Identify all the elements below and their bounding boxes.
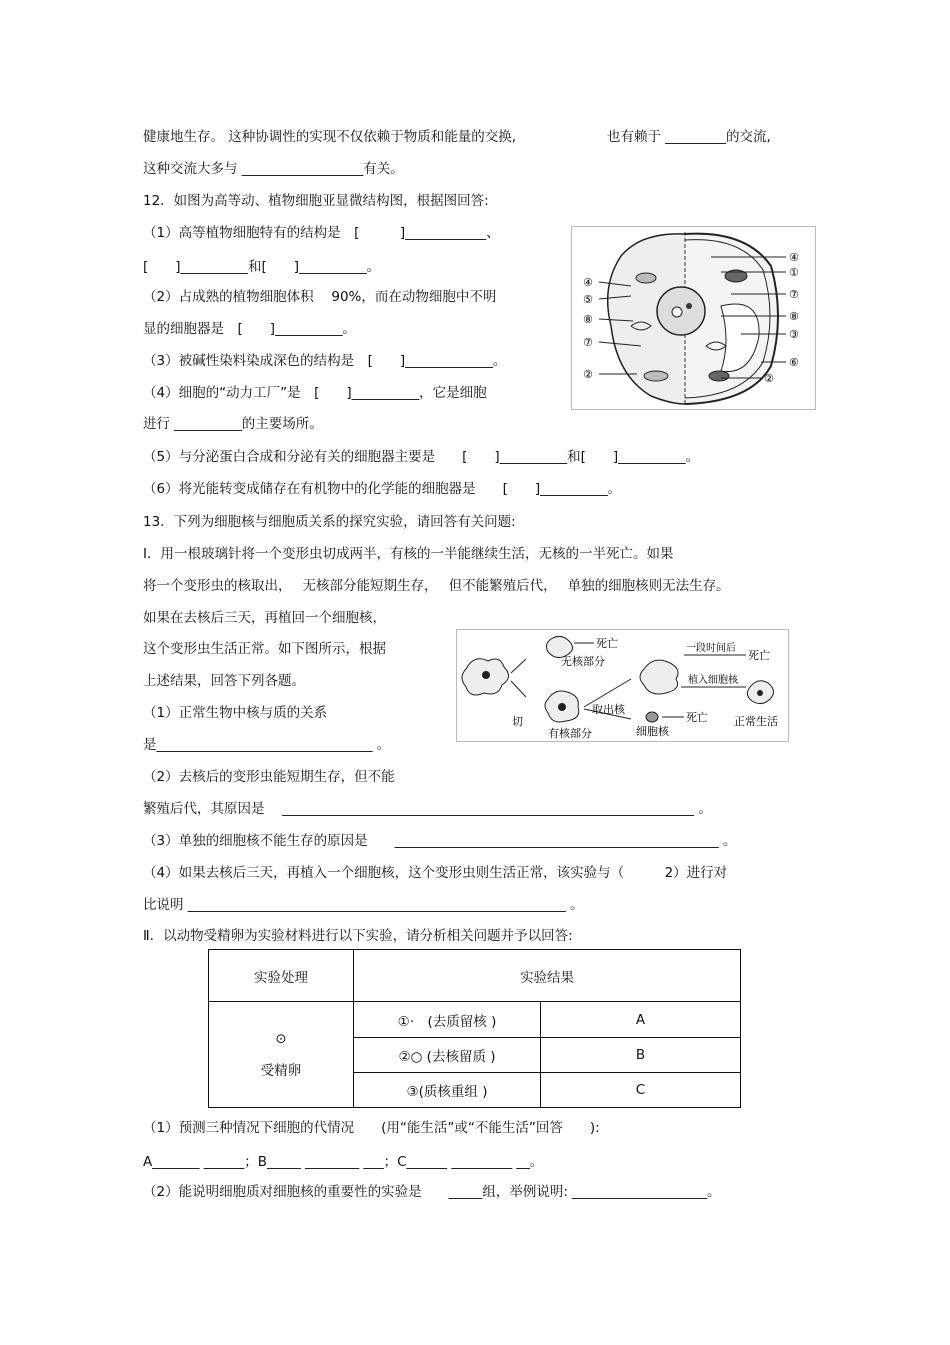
question-13-1: （1）正常生物中核与质的关系 — [143, 705, 328, 721]
fig-label-normal-life: 正常生活 — [734, 715, 778, 728]
question-12-5: （5）与分泌蛋白合成和分泌有关的细胞器主要是 [ ]__________和[ ]__________。 — [143, 449, 700, 465]
question-12-4: （4）细胞的“动力工厂”是 [ ]__________，它是细胞 — [143, 385, 487, 401]
table-header-treatment: 实验处理 — [209, 950, 354, 1002]
fig-label-remove-nucleus: 取出核 — [592, 703, 625, 716]
egg-label: 受精卵 — [260, 1062, 302, 1079]
cell-label-right: ① — [789, 266, 799, 279]
question-13-I: Ⅰ．用一根玻璃针将一个变形虫切成两半，有核的一半能继续生活，无核的一半死亡。如果 — [143, 546, 674, 562]
fig-label-after-time: 一段时间后 — [686, 643, 736, 654]
question-12-6: （6）将光能转变成储存在有机物中的化学能的细胞器是 [ ]__________。 — [143, 481, 622, 497]
cell-label-right: ⑧ — [789, 310, 799, 323]
text-line: 也有赖于 _________的交流, — [607, 129, 771, 145]
cell-label-left: ⑦ — [583, 336, 593, 349]
fig-label-with-nucleus: 有核部分 — [548, 727, 592, 740]
experiment-table — [208, 949, 741, 1108]
text-line: 这个变形虫生活正常。如下图所示，根据 — [143, 641, 386, 657]
table-cell-result: C — [541, 1073, 741, 1108]
question-13-4: （4）如果去核后三天，再植入一个细胞核，这个变形虫则生活正常，该实验与（ 2）进行对 — [143, 865, 728, 881]
question-13-3: （3）单独的细胞核不能生存的原因是 ________________________________________________ 。 — [143, 833, 737, 849]
question-12-2-cont: 显的细胞器是 [ ]__________。 — [143, 321, 357, 337]
amoeba-experiment-figure — [456, 629, 789, 742]
question-13-title: 13．下列为细胞核与细胞质关系的探究实验，请回答有关问题: — [143, 514, 516, 530]
fig-label-dead: 死亡 — [596, 637, 618, 650]
egg-symbol: ⊙ — [275, 1030, 287, 1047]
text-line: 将一个变形虫的核取出， 无核部分能短期生存， 但不能繁殖后代， 单独的细胞核则无法生存。 — [143, 578, 730, 594]
question-12-4-cont: 进行 __________的主要场所。 — [143, 416, 323, 432]
cell-label-right: ② — [764, 372, 774, 385]
table-cell-result: A — [541, 1002, 741, 1038]
question-12-1-cont: [ ]__________和[ ]__________。 — [143, 259, 381, 275]
question-13-II: Ⅱ．以动物受精卵为实验材料进行以下实验，请分析相关问题并予以回答: — [143, 928, 573, 944]
cell-label-right: ④ — [789, 251, 799, 264]
cell-structure-figure — [571, 226, 816, 410]
text-line: 上述结果，回答下列各题。 — [143, 673, 305, 689]
fig-label-cut: 切 — [512, 715, 523, 728]
cell-label-left: ② — [583, 368, 593, 381]
cell-label-left: ④ — [583, 276, 593, 289]
cell-label-right: ⑥ — [789, 356, 799, 369]
text-line: 如果在去核后三天，再植回一个细胞核， — [143, 610, 386, 626]
table-cell-treatment: ①· (去质留核 ) — [354, 1002, 541, 1038]
fig-label-dead: 死亡 — [748, 649, 770, 662]
cell-label-right: ⑦ — [789, 288, 799, 301]
table-header-result: 实验结果 — [354, 950, 741, 1002]
question-13-1-cont: 是________________________________ 。 — [143, 737, 391, 753]
question-12-1: （1）高等植物细胞特有的结构是 [ ]____________、 — [143, 225, 500, 241]
question-13-2: （2）去核后的变形虫能短期生存，但不能 — [143, 769, 395, 785]
question-13-4-cont: 比说明 ________________________________________________________ 。 — [143, 897, 584, 913]
cell-label-left: ⑧ — [583, 313, 593, 326]
cell-label-left: ⑤ — [583, 293, 593, 306]
question-13-2-cont: 繁殖后代，其原因是 _____________________________________________________________ 。 — [143, 801, 712, 817]
question-13-II-2: （2）能说明细胞质对细胞核的重要性的实验是 _____组，举例说明: ____________________。 — [143, 1184, 721, 1200]
fig-label-dead: 死亡 — [686, 711, 708, 724]
question-12-2: （2）占成熟的植物细胞体积 90%，而在动物细胞中不明 — [143, 289, 497, 305]
question-13-II-1-answers: A_______ ______；B_____ ________ ___；C______ _________ __。 — [143, 1154, 544, 1170]
table-cell-treatment: ②○ (去核留质 ) — [354, 1038, 541, 1073]
cell-label-right: ③ — [789, 328, 799, 341]
question-13-II-1: （1）预测三种情况下细胞的代情况 (用“能生活”或“不能生活”回答 ): — [143, 1120, 600, 1136]
fig-label-nucleus: 细胞核 — [636, 725, 669, 738]
text-line: 这种交流大多与 __________________有关。 — [143, 161, 404, 177]
table-cell-result: B — [541, 1038, 741, 1073]
fig-label-no-nucleus: 无核部分 — [561, 655, 605, 668]
text-line: 健康地生存。 这种协调性的实现不仅依赖于物质和能量的交换, — [143, 129, 517, 145]
table-cell-egg — [209, 1002, 354, 1108]
table-cell-treatment: ③(质核重组 ) — [354, 1073, 541, 1108]
question-12-title: 12．如图为高等动、植物细胞亚显微结构图，根据图回答: — [143, 193, 489, 209]
fig-label-insert-nucleus: 植入细胞核 — [688, 675, 738, 686]
question-12-3: （3）被碱性染料染成深色的结构是 [ ]_____________。 — [143, 353, 507, 369]
